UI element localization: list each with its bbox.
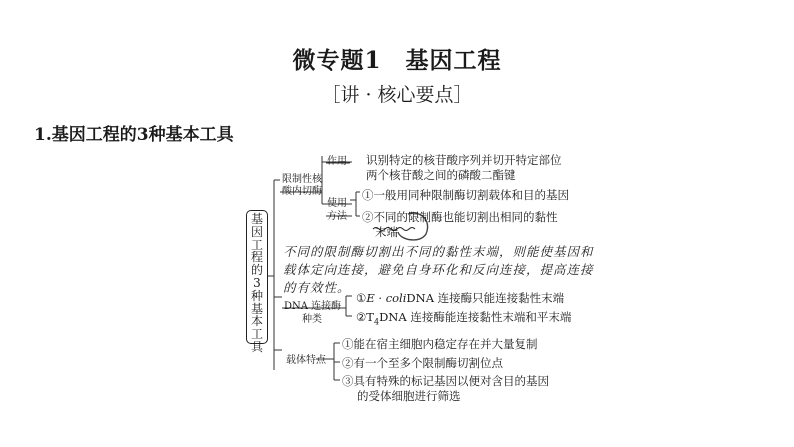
- vector-label: 载体特点: [286, 355, 326, 366]
- handwritten-note-line3: 的有效性。: [283, 280, 351, 295]
- ligase-item-1-e: E: [366, 291, 375, 305]
- page-title: 微专题1 基因工程: [292, 47, 502, 74]
- ligase-item-2: [356, 309, 571, 326]
- root-char: 本: [250, 314, 263, 329]
- ligase-item-1-dot: ·: [374, 291, 386, 305]
- usage-item-1: ①一般用同种限制酶切割载体和目的基因: [362, 188, 569, 202]
- root-char: 因: [250, 224, 263, 239]
- ligase-item-1: [356, 290, 564, 306]
- usage-item-2-prefix: ②: [362, 210, 374, 224]
- root-char: 工: [250, 237, 263, 252]
- usage-label-line1: 使用: [327, 198, 347, 209]
- ligase-item-2-prefix: ②T: [356, 310, 374, 324]
- root-char: 种: [250, 288, 263, 303]
- ligase-item-2-suffix: DNA 连接酶能连接黏性末端和平末端: [379, 310, 572, 324]
- root-char: 具: [250, 339, 263, 354]
- root-node: [246, 210, 268, 354]
- usage-label-line2: 方法: [327, 211, 347, 222]
- role-text-line1: 识别特定的核苷酸序列并切开特定部位: [366, 153, 562, 167]
- handwritten-note-line1: 不同的限制酶切割出不同的黏性末端，则能使基因和: [283, 244, 594, 259]
- root-char: 3: [253, 275, 261, 290]
- ligase-item-1-prefix: ①: [356, 291, 367, 305]
- enzyme-label-line1: 限制性核: [282, 174, 322, 185]
- role-text-line2: 两个核苷酸之间的磷酸二酯键: [366, 168, 516, 182]
- ligase-item-1-suffix: DNA 连接酶只能连接黏性末端: [406, 291, 565, 305]
- usage-item-2-underlined: 不同的限制酶: [373, 210, 443, 224]
- vector-item-1: ①能在宿主细胞内稳定存在并大量复制: [342, 337, 538, 351]
- root-char: 基: [250, 301, 263, 316]
- ligase-item-1-coli: coli: [385, 291, 407, 305]
- usage-item-2-line2: 末端: [375, 225, 398, 239]
- vector-item-3-line2: 的受体细胞进行筛选: [357, 389, 461, 403]
- ligase-item-2-sub: 4: [373, 317, 380, 327]
- root-char: 工: [250, 327, 263, 342]
- root-char: 程: [250, 250, 263, 265]
- root-char: 基: [250, 212, 263, 226]
- usage-item-2-suffix: 也能切割出相同的黏性: [442, 210, 558, 224]
- ligase-label-line1: DNA 连接酶: [284, 301, 342, 312]
- enzyme-label-line2: 酸内切酶: [282, 186, 322, 197]
- vector-item-2: ②有一个至多个限制酶切割位点: [342, 356, 503, 370]
- handwritten-note-line2: 载体定向连接，避免自身环化和反向连接，提高连接: [283, 262, 594, 277]
- root-char: 的: [250, 263, 263, 278]
- ligase-label-line2: 种类: [302, 314, 322, 325]
- usage-item-2: [362, 209, 558, 225]
- section-heading: 1.基因工程的3种基本工具: [34, 125, 234, 145]
- role-label: 作用: [327, 156, 347, 167]
- section-subtitle: ［讲 · 核心要点］: [321, 84, 473, 106]
- vector-item-3-line1: ③具有特殊的标记基因以便对含目的基因: [342, 374, 549, 388]
